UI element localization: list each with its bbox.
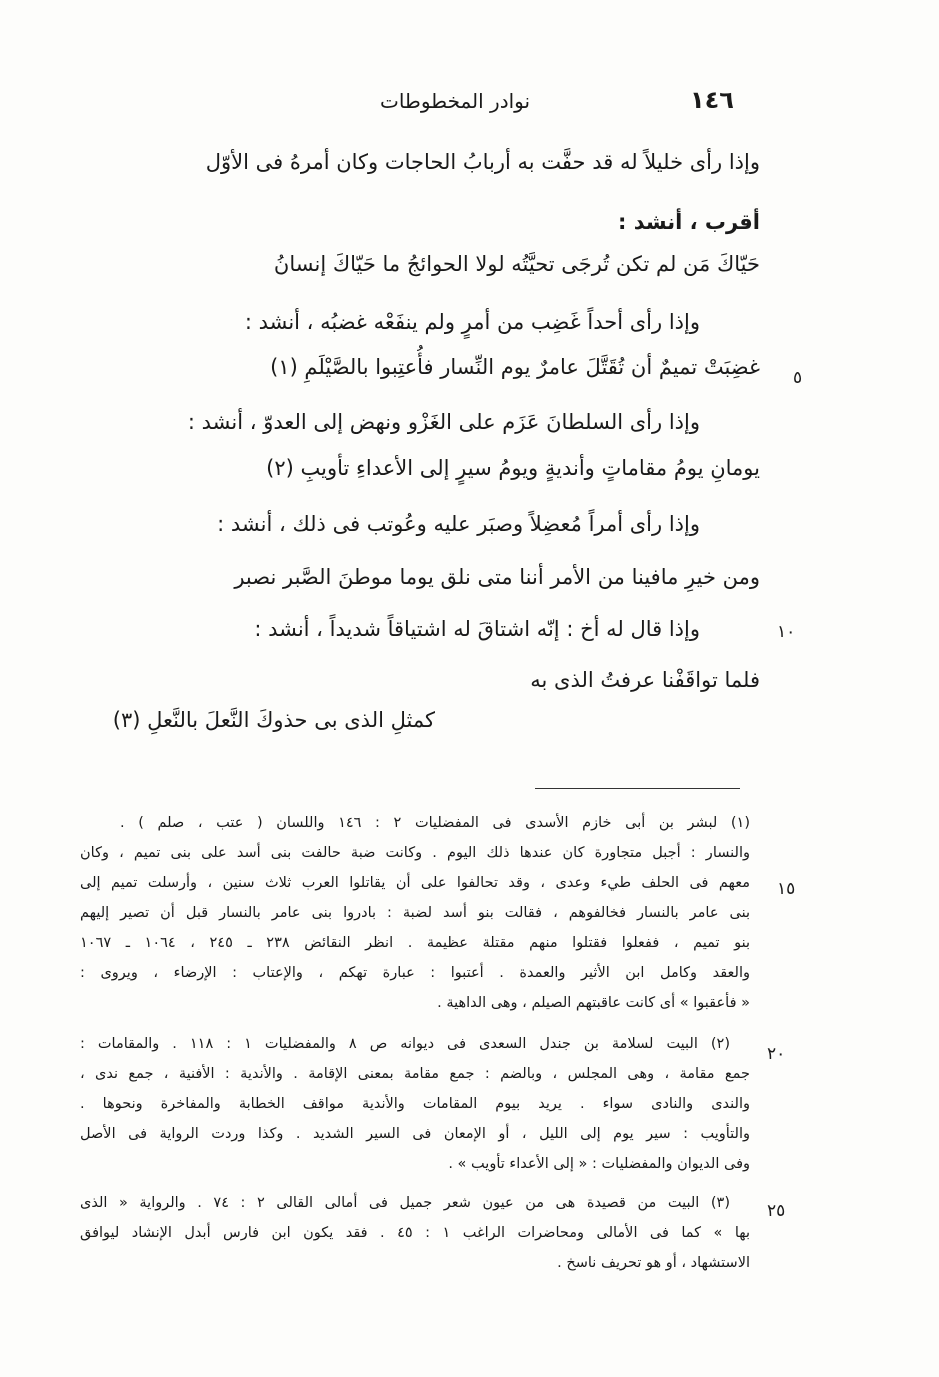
footnote-line: معهم فى الحلف طيء وعدى ، وقد تحالفوا على أن يقاتلوا العرب ثلاث سنين ، وأرسلت تميم إلى xyxy=(80,875,750,891)
footnote-line: جمع مقامة ، وهى المجلس ، وبالضم : جمع مقامة بمعنى الإقامة . والأندية : الأفنية ، جمع ندى ، xyxy=(80,1066,750,1082)
line-number-marker: ١٠ xyxy=(777,622,796,642)
footnote-line: (٢) البيت لسلامة بن جندل السعدى فى ديوانه ص ٨ والمفضليات ١ : ١١٨ . والمقامات : xyxy=(80,1036,730,1052)
verse-line: حَيّاكَ مَن لم تكن تُرجَى تحيَّتُه لولا الحوائجُ ما حَيّاكَ إنسانُ xyxy=(273,252,760,276)
footnote-line: (١) لبشر بن أبى خازم الأسدى فى المفضليات ٢ : ١٤٦ واللسان ( عتب ، صلم ) . xyxy=(120,815,750,831)
footnote-line: بنى عامر بالنسار فخالفوهم ، فقالت بنو أسد لضبة : بادروا بنى عامر بالنسار قبل أن تصير إليهم xyxy=(80,905,750,921)
footnote-line: بها » كما فى الأمالى ومحاضرات الراغب ١ : ٤٥ . فقد يكون ابن فارس أبدل الإنشاد ليوافق xyxy=(80,1225,750,1241)
verse-line: ومن خيرِ مافينا من الأمر أننا متى نلق يوما موطنَ الصَّبر نصبر xyxy=(234,565,760,589)
text-line: وإذا رأى السلطانَ عَزَم على الغَزْو ونهض إلى العدوّ ، أنشد : xyxy=(187,410,700,434)
footnote-line: وفى الديوان والمفضليات : « إلى الأعداء تأويب » . xyxy=(448,1156,750,1172)
footnote-line: والعقد وكامل ابن الأثير والعمدة . أعتبوا : عبارة تهكم ، والإعتاب : الإرضاء ، ويروى : xyxy=(80,965,750,981)
footnote-line: الاستشهاد ، أو هو تحريف ناسخ . xyxy=(557,1255,750,1271)
footnote-line: والتأويب : سير يوم إلى الليل ، أو الإمعان فى السير الشديد . وكذا وردت الرواية فى الأصل xyxy=(80,1126,750,1142)
text-line: وإذا قال له أخ : إنّه اشتاقَ له اشتياقاً شديداً ، أنشد : xyxy=(254,617,700,641)
verse-line: غضِبَتْ تميمٌ أن تُقَتَّلَ عامرٌ يوم النِّسار فأُعتِبوا بالصَّيْلَمِ (١) xyxy=(270,355,760,379)
footnote-line: بنو تميم ، ففعلوا فقتلوا منهم مقتلة عظيمة . انظر النقائض ٢٣٨ ـ ٢٤٥ ، ١٠٦٤ ـ ١٠٦٧ xyxy=(80,935,750,951)
footnote-line: « فأعقبوا » أى كانت عاقبتهم الصيلم ، وهى الداهية . xyxy=(437,995,750,1011)
text-line: أقرب ، أنشد : xyxy=(617,210,760,234)
verse-line: يومانِ يومُ مقاماتٍ وأنديةٍ ويومُ سيرٍ إلى الأعداءِ تأويبِ (٢) xyxy=(266,456,760,480)
page-number: ١٤٦ xyxy=(690,86,734,114)
verse-line: فلما تواقَفْنا عرفتُ الذى به xyxy=(530,668,760,692)
text-line: وإذا رأى أمراً مُعضِلاً وصبَر عليه وعُوتب فى ذلك ، أنشد : xyxy=(217,512,700,536)
text-line: وإذا رأى خليلاً له قد حفَّت به أربابُ الحاجات وكان أمرهُ فى الأوّل xyxy=(205,150,760,174)
line-number-marker: ٢٥ xyxy=(767,1201,786,1221)
running-title: نوادر المخطوطات xyxy=(380,89,531,113)
line-number-marker: ٥ xyxy=(793,368,803,388)
verse-line: كمثلِ الذى بى حذوكَ النَّعلَ بالنَّعلِ (٣) xyxy=(112,708,435,732)
line-number-marker: ١٥ xyxy=(777,879,796,899)
text-line: وإذا رأى أحداً غَضِب من أمرٍ ولم ينفَعْه غضبُه ، أنشد : xyxy=(244,310,700,334)
footnote-line: والنسار : أجبل متجاورة كان عندها ذلك اليوم . وكانت ضبة حالفت بنى أسد على بنى تميم ، وكان xyxy=(80,845,750,861)
line-number-marker: ٢٠ xyxy=(767,1044,786,1064)
footnote-separator xyxy=(535,788,740,789)
footnote-line: والندى والنادى سواء . يريد بيوم المقامات والأندية مواقف الخطابة والمفاخرة ونحوها . xyxy=(80,1096,750,1112)
footnote-line: (٣) البيت من قصيدة هى من عيون شعر جميل فى أمالى القالى ٢ : ٧٤ . والرواية « الذى xyxy=(80,1195,730,1211)
